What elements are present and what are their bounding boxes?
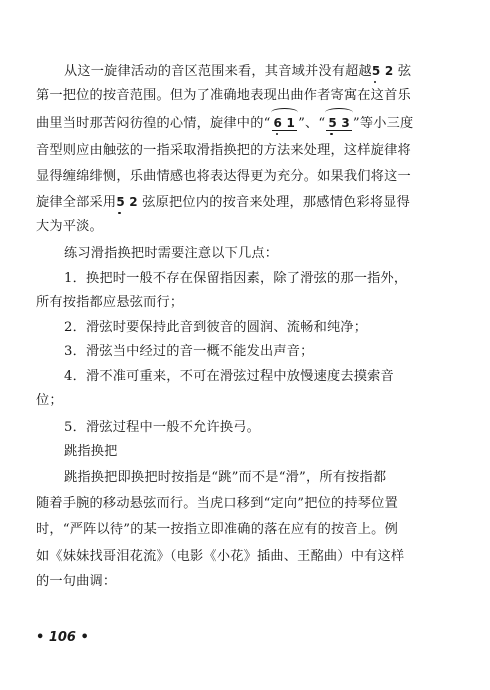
paragraph-1-line-7: 大为平淡。 bbox=[36, 219, 103, 234]
page-number: • 106 • bbox=[36, 630, 89, 645]
music-notation-6-1 bbox=[271, 114, 299, 133]
string-number: 5 bbox=[371, 64, 381, 78]
note-number: 5 bbox=[328, 116, 337, 130]
list-item-1-cont: 所有按指都应悬弦而行； bbox=[36, 295, 184, 310]
note-number: 3 bbox=[341, 116, 350, 130]
section-line-2: 随着手腕的移动悬弦而行。当虎口移到“定向”把位的持琴位置 bbox=[36, 496, 398, 511]
string-number: 5 bbox=[116, 195, 125, 209]
paragraph-1-line-2: 第一把位的按音范围。但为了准确地表现出曲作者寄寓在这首乐 bbox=[36, 88, 411, 103]
text-span: ”等小三度 bbox=[352, 116, 414, 131]
list-item-3: 3．滑弦当中经过的音一概不能发出声音； bbox=[64, 344, 314, 359]
section-line-4: 如《妹妹找哥泪花流》（电影《小花》插曲、王酩曲）中有这样 bbox=[36, 549, 405, 564]
text-span: 旋律全部采用 bbox=[36, 195, 117, 210]
paragraph-1-line-1 bbox=[64, 62, 411, 81]
text-span: 曲里当时那苦闷彷徨的心情，旋律中的“ bbox=[36, 116, 271, 131]
list-item-1: 1．换把时一般不存在保留指因素，除了滑弦的那一指外， bbox=[64, 271, 408, 286]
list-item-2: 2．滑弦时要保持此音到彼音的圆润、流畅和纯净； bbox=[64, 320, 368, 335]
list-item-4-cont: 位； bbox=[36, 393, 63, 408]
paragraph-1-line-4: 音型则应由触弦的一指采取滑指换把的方法来处理，这样旋律将 bbox=[36, 143, 411, 158]
list-item-4: 4．滑不准可重来，不可在滑弦过程中放慢速度去摸索音 bbox=[64, 369, 394, 384]
text-span: 弦原把位内的按音来处理，那感情色彩将显得 bbox=[142, 195, 411, 210]
list-intro: 练习滑指换把时需要注意以下几点： bbox=[64, 246, 279, 261]
section-heading: 跳指换把 bbox=[64, 444, 118, 459]
note-number: 6 bbox=[273, 116, 283, 130]
text-span: 从这一旋律活动的音区范围来看，其音域并没有超越 bbox=[64, 64, 372, 79]
paragraph-1-line-6 bbox=[36, 193, 410, 212]
text-span: 弦 bbox=[397, 64, 412, 79]
string-number: 2 bbox=[384, 64, 394, 78]
paragraph-1-line-5: 显得缠绵绯恻，乐曲情感也将表达得更为充分。如果我们将这一 bbox=[36, 169, 411, 184]
music-notation-5-3 bbox=[325, 114, 353, 133]
list-item-5: 5．滑弦过程中一般不允许换弓。 bbox=[64, 420, 261, 435]
section-line-5: 的一句曲调： bbox=[36, 574, 117, 589]
text-span: ”、“ bbox=[298, 116, 326, 131]
section-line-1: 跳指换把即换把时按指是“跳”而不是“滑”，所有按指都 bbox=[64, 470, 387, 485]
section-line-3: 时，“严阵以待”的某一按指立即准确的落在应有的按音上。例 bbox=[36, 522, 398, 537]
note-number: 1 bbox=[286, 116, 296, 130]
string-number: 2 bbox=[129, 195, 138, 209]
paragraph-1-line-3 bbox=[36, 114, 413, 133]
